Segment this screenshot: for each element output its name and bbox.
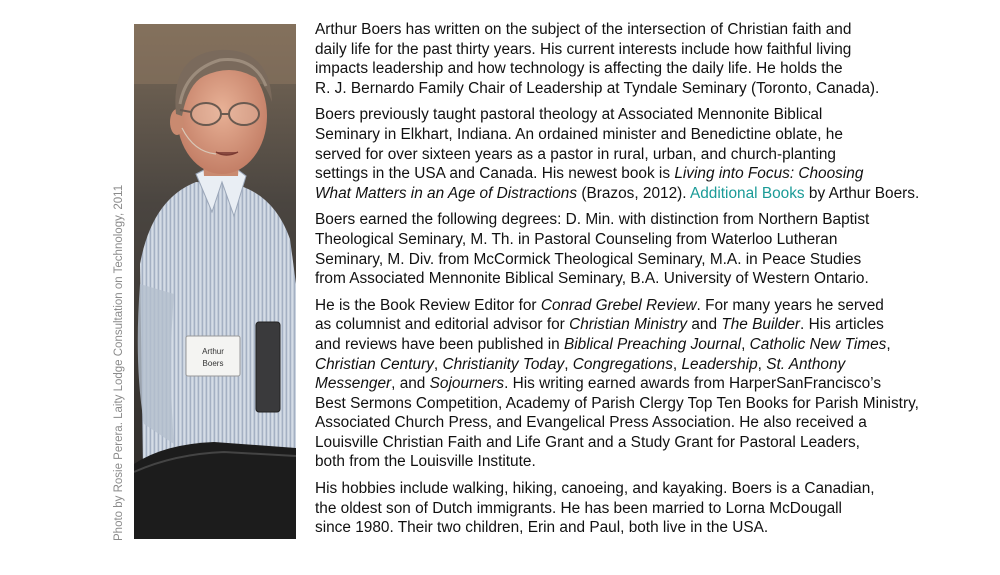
text-segment: as columnist and editorial advisor for [315, 316, 570, 334]
publication-title: Biblical Preaching Journal [564, 335, 742, 353]
text-line: served for over sixteen years as a pastor in rural, urban, and church-planting [315, 145, 836, 163]
publication-title: Messenger [315, 375, 392, 393]
text-segment: by Arthur Boers. [804, 184, 920, 202]
publication-title: Christian Century [315, 355, 434, 373]
text-line: Boers earned the following degrees: D. Min. with distinction from Northern Baptist [315, 211, 870, 229]
text-segment: , [886, 335, 891, 353]
text-segment: He is the Book Review Editor for [315, 296, 541, 314]
text-line: His hobbies include walking, hiking, canoeing, and kayaking. Boers is a Canadian, [315, 480, 875, 498]
text-line: Louisville Christian Faith and Life Grant and a Study Grant for Pastoral Leaders, [315, 433, 860, 451]
text-segment: , [672, 355, 682, 373]
publication-title: The Builder [721, 316, 801, 334]
text-segment: . For many years he served [696, 296, 884, 314]
badge-surname: Boers [202, 359, 224, 368]
text-line: R. J. Bernardo Family Chair of Leadership at Tyndale Seminary (Toronto, Canada). [315, 79, 880, 97]
publication-title: Christianity Today [442, 355, 565, 373]
text-line [315, 184, 995, 204]
publication-title: Congregations [572, 355, 673, 373]
photo-credit: Photo by Rosie Perera. Laity Lodge Consultation on Technology, 2011 [113, 184, 125, 541]
badge-name: Arthur [202, 347, 224, 356]
bio-paragraph-intro [315, 20, 995, 98]
text-line: Associated Church Press, and Evangelical Press Association. He also received a [315, 414, 867, 432]
bio-paragraph-personal [315, 479, 995, 538]
bio-paragraph-career [315, 105, 995, 203]
text-segment: , [741, 335, 750, 353]
text-line: Arthur Boers has written on the subject of the intersection of Christian faith and [315, 21, 852, 38]
publication-title: St. Anthony [766, 355, 846, 373]
text-segment: and [687, 316, 722, 334]
text-segment: , [433, 355, 443, 373]
text-line: Seminary, M. Div. from McCormick Theological Seminary, M.A. in Peace Studies [315, 250, 862, 268]
text-line: both from the Louisville Institute. [315, 453, 536, 471]
text-segment: (Brazos, 2012). [577, 184, 690, 202]
author-photo [134, 24, 296, 539]
text-segment: , [757, 355, 767, 373]
text-line: from Associated Mennonite Biblical Seminary, B.A. University of Western Ontario. [315, 270, 869, 288]
text-segment: . His writing earned awards from HarperSanFrancisco’s [504, 375, 882, 393]
text-line: since 1980. Their two children, Erin and Paul, both live in the USA. [315, 519, 769, 537]
text-line [315, 374, 995, 394]
text-line: the oldest son of Dutch immigrants. He has been married to Lorna McDougall [315, 499, 842, 517]
text-segment: . His articles [800, 316, 884, 334]
text-line [315, 335, 995, 355]
additional-books-link[interactable]: Additional Books [689, 184, 805, 202]
text-line: impacts leadership and how technology is affecting the daily life. He holds the [315, 60, 843, 78]
name-badge [186, 336, 240, 376]
text-segment: settings in the USA and Canada. His newest book is [315, 165, 675, 183]
bio-paragraph-degrees [315, 210, 995, 288]
author-photo-illustration [134, 24, 296, 539]
text-line [315, 296, 995, 316]
book-title: What Matters in an Age of Distractions [315, 184, 578, 202]
text-line: Theological Seminary, M. Th. in Pastoral Counseling from Waterloo Lutheran [315, 230, 838, 248]
text-line: Boers previously taught pastoral theology at Associated Mennonite Biblical [315, 106, 823, 124]
text-segment: , and [391, 375, 430, 393]
text-line: Best Sermons Competition, Academy of Parish Clergy Top Ten Books for Parish Ministry, [315, 394, 919, 412]
book-title: Living into Focus: Choosing [674, 165, 864, 183]
author-bio [315, 20, 995, 538]
text-line [315, 315, 995, 335]
text-line [315, 164, 995, 184]
text-line: Seminary in Elkhart, Indiana. An ordained minister and Benedictine oblate, he [315, 125, 843, 143]
publication-title: Sojourners [429, 375, 505, 393]
publication-title: Christian Ministry [569, 316, 688, 334]
publication-title: Catholic New Times [749, 335, 887, 353]
publication-title: Leadership [681, 355, 758, 373]
publication-title: Conrad Grebel Review [540, 296, 697, 314]
text-line: daily life for the past thirty years. His current interests include how faithful living [315, 40, 852, 58]
text-segment: and reviews have been published in [315, 335, 564, 353]
text-segment: , [564, 355, 573, 373]
bio-paragraph-publications [315, 296, 995, 472]
text-line [315, 355, 995, 375]
